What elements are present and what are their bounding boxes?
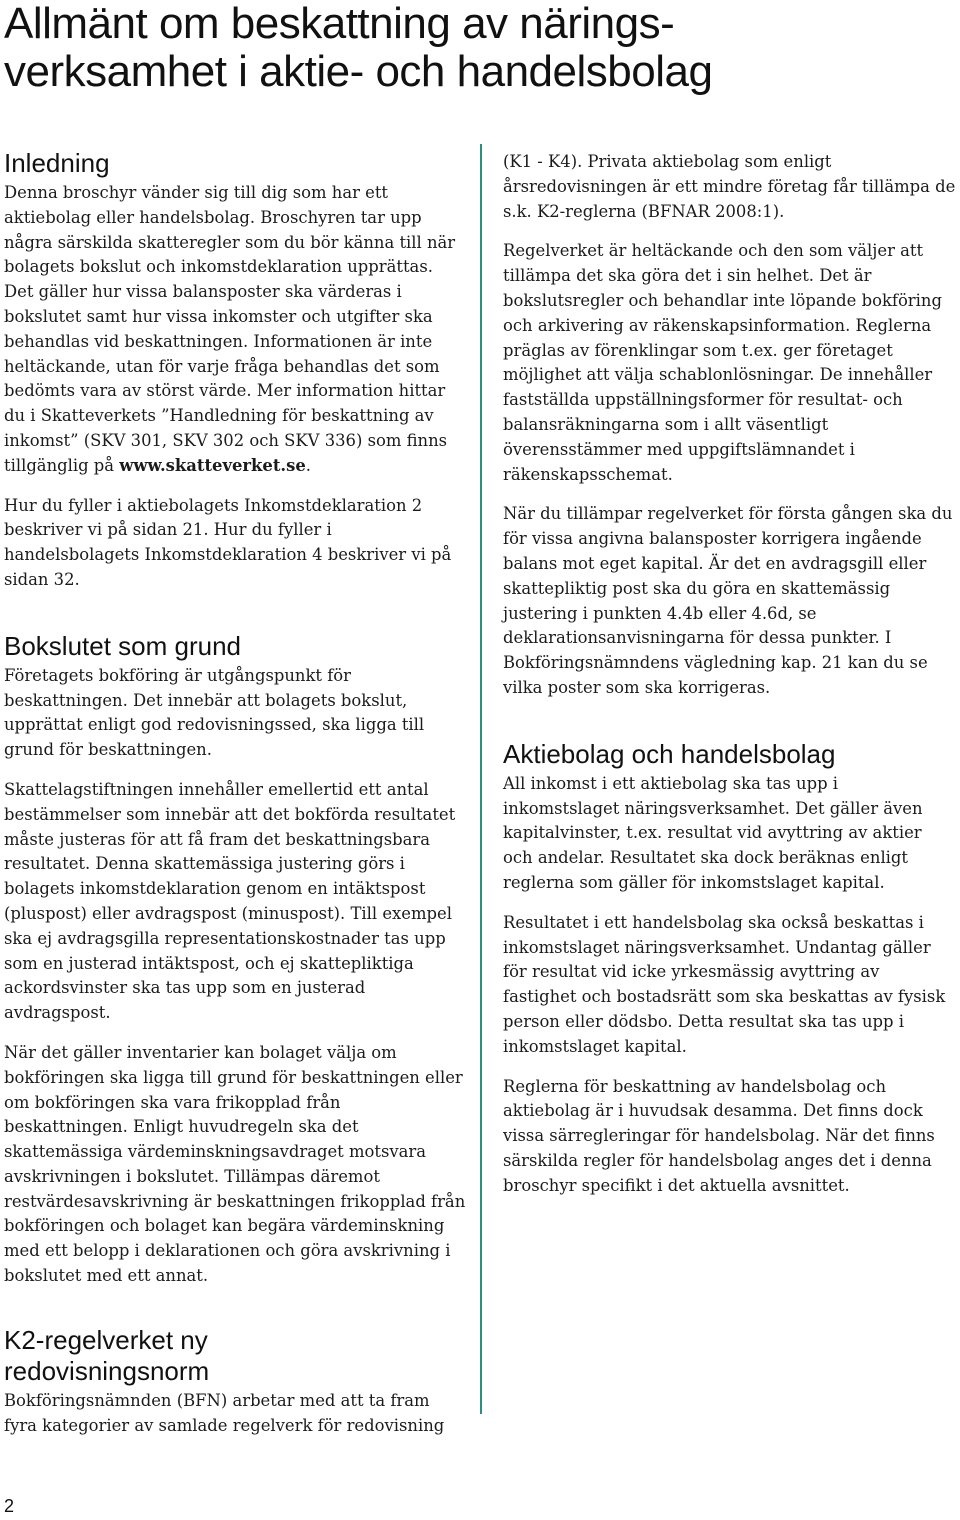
page-number: 2: [4, 1496, 15, 1516]
inledning-paragraph-2: Hur du fyller i aktiebolagets Inkomstdeklaration 2 beskriver vi på sidan 21. Hur du fyller i handelsbolagets Inkomstdeklaration 4 beskriver vi på sidan 32.: [4, 495, 452, 589]
aktiebolag-paragraph-2: Resultatet i ett handelsbolag ska också beskattas i inkomstslaget näringsverksamhet. Undantag gäller för resultat vid icke yrkesmässig avyttring av fastighet och bostadsrätt som ska beskattas av fysisk person eller dödsbo. Detta resultat ska tas upp i inkomstslaget kapital.: [503, 912, 946, 1056]
aktiebolag-paragraph-1: All inkomst i ett aktiebolag ska tas upp i inkomstslaget näringsverksamhet. Det gäller även kapitalvinster, t.ex. resultat vid avyttring av aktier och andelar. Resultatet ska dock beräknas enligt reglerna som gäller för inkomstslaget kapital.: [503, 773, 923, 892]
skatteverket-link[interactable]: www.skatteverket.se: [119, 455, 306, 475]
left-column: [4, 148, 466, 1453]
k2-paragraph-1: Bokföringsnämnden (BFN) arbetar med att ta fram fyra kategorier av samlade regelverk för redovisning: [4, 1390, 445, 1435]
heading-k2: [4, 1325, 466, 1387]
bokslutet-paragraph-3: När det gäller inventarier kan bolaget välja om bokföringen ska ligga till grund för beskattningen eller om bokföringen ska vara frikopplad från beskattningen. Enligt huvudregeln ska det skattemässiga värdeminskningsavdraget motsvara avskrivningen i bokslutet. Tillämpas däremot restvärdesavskrivning är beskattningen frikopplad från bokföringen och bolaget kan begära värdeminskning med ett belopp i deklarationen och göra avskrivning i bokslutet med ett annat.: [4, 1042, 466, 1286]
heading-bokslutet: Bokslutet som grund: [4, 630, 242, 661]
page-title-line-1: Allmänt om beskattning av närings-: [4, 0, 675, 48]
k2-paragraph-3: När du tillämpar regelverket för första gången ska du för vissa angivna balansposter korrigera ingående balans mot eget kapital. Är det en avdragsgill eller skattepliktig post ska du göra en skattemässig justering i punkten 4.4b eller 4.6d, se deklarationsanvisningarna för dessa punkter. I Bokföringsnämndens vägledning kap. 21 kan du se vilka poster som ska korrigeras.: [503, 504, 953, 697]
heading-k2-line-1: K2-regelverket ny: [4, 1324, 208, 1355]
k2-paragraph-2: Regelverket är heltäckande och den som väljer att tillämpa det ska göra det i sin helhet. Det är bokslutsregler och behandlar inte löpande bokföring och arkivering av räkenskapsinformation. Reglerna präglas av förenklingar som t.ex. ger företaget möjlighet att välja schablonlösningar. De innehåller fastställda uppställningsformer för resultat- och balansräkningarna som i allt väsentligt överensstämmer med uppgiftslämnandet i räkenskapsschemat.: [503, 241, 942, 484]
heading-k2-line-2: redovisningsnorm: [4, 1355, 210, 1386]
heading-inledning: Inledning: [4, 148, 110, 178]
aktiebolag-paragraph-3: Reglerna för beskattning av handelsbolag och aktiebolag är i huvudsak desamma. Det finns dock vissa särregleringar för handelsbolag. När det finns särskilda regler för handelsbolag anges det i denna broschyr specifikt i det aktuella avsnittet.: [503, 1076, 935, 1195]
column-divider: [480, 144, 482, 1414]
k2-paragraph-1-continued: (K1 - K4). Privata aktiebolag som enligt årsredovisningen är ett mindre företag får tillämpa de s.k. K2-reglerna (BFNAR 2008:1).: [503, 152, 956, 221]
bokslutet-paragraph-2: Skattelagstiftningen innehåller emellertid ett antal bestämmelser som innebär att det bokförda resultatet måste justeras för att få fram det beskattningsbara resultatet. Denna skattemässiga justering görs i bolagets inkomstdeklaration genom en intäktspost (pluspost) eller avdragspost (minuspost). Till exempel ska ej avdragsgilla representationskostnader tas upp som en justerad intäktspost, och ej skattepliktiga ackordsvinster ska tas upp som en justerad avdragspost.: [4, 779, 456, 1023]
page-title-line-2: verksamhet i aktie- och handelsbolag: [4, 47, 713, 96]
inledning-text: Denna broschyr vänder sig till dig som har ett aktiebolag eller handelsbolag. Broschyren tar upp några särskilda skatteregler som du bör känna till när bolagets bokslut och inkomstdeklaration upprättas. Det gäller hur vissa balansposter ska värderas i bokslutet samt hur vissa inkomster och utgifter ska behandlas vid beskattningen. Informationen är inte heltäckande, utan för varje fråga behandlas det som bedömts vara av störst värde. Mer information hittar du i Skatteverkets ”Handledning för beskattning av inkomst” (SKV 301, SKV 302 och SKV 336) som finns tillgänglig på: [4, 183, 456, 475]
right-column: [503, 150, 956, 1213]
inledning-paragraph-1: [4, 181, 466, 479]
inledning-text-end: .: [305, 455, 311, 475]
page-title: [4, 0, 954, 96]
heading-aktiebolag: Aktiebolag och handelsbolag: [503, 738, 836, 769]
bokslutet-paragraph-1: Företagets bokföring är utgångspunkt för beskattningen. Det innebär att bolagets bokslut, upprättat enligt god redovisningssed, ska ligga till grund för beskattningen.: [4, 665, 425, 760]
